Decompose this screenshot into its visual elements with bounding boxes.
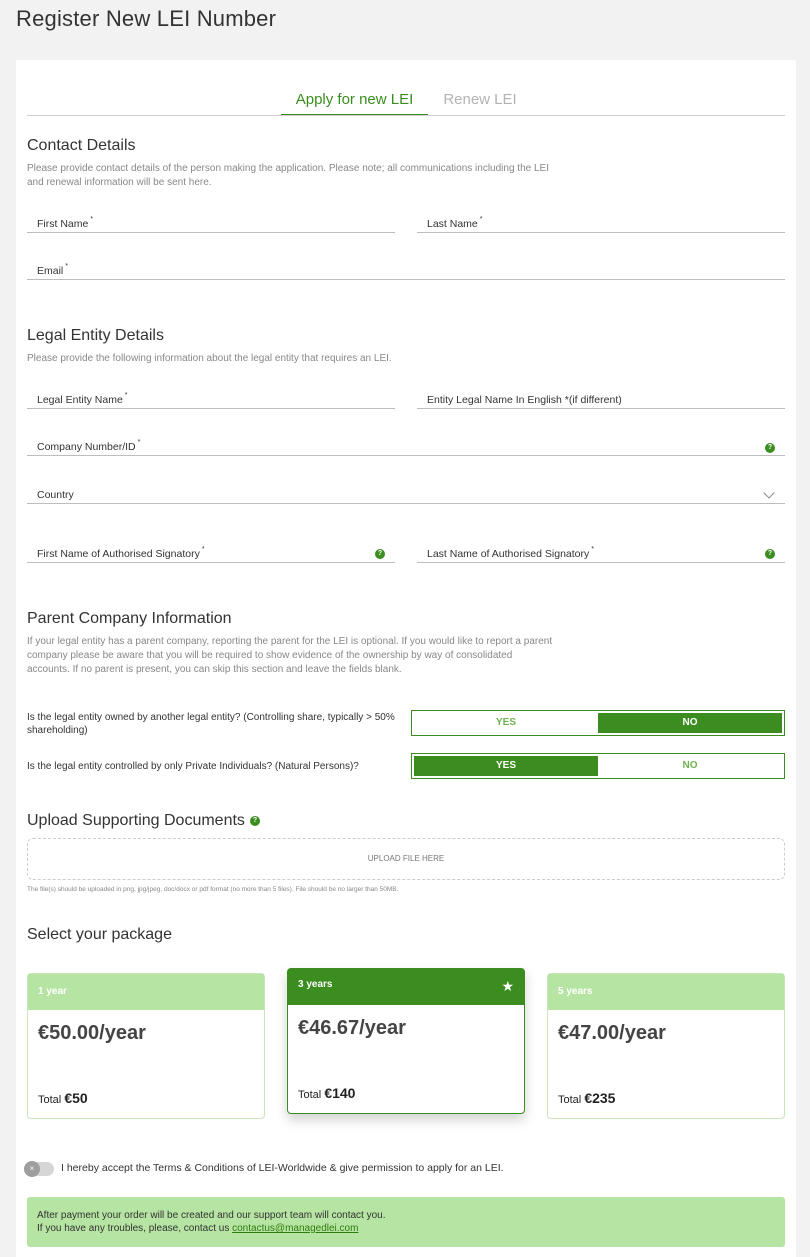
country-label: Country — [37, 489, 74, 501]
email-input[interactable] — [27, 258, 785, 279]
page-title: Register New LEI Number — [16, 6, 277, 31]
last-name-field[interactable] — [417, 211, 785, 233]
package-total: Total €50 — [38, 1090, 88, 1106]
parent-company-description: If your legal entity has a parent company, reporting the parent for the LEI is optional. If you would like to report a parent company please be aware that you will be required to show evidence of the ownership by way of consolidated accounts. If no parent is present, you can skip this section and leave the fields blank. — [27, 636, 553, 675]
package-duration: 3 years ★ — [288, 969, 524, 1005]
payment-notice — [27, 1197, 785, 1247]
package-card-1-year[interactable] — [27, 973, 265, 1119]
company-number-help-icon[interactable]: ? — [765, 443, 775, 453]
package-price: €47.00/year — [558, 1022, 666, 1044]
contact-details-description: Please provide contact details of the person making the application. Please note; all communications including the LEI and renewal information will be sent here. — [27, 163, 549, 188]
signatory-last-name-field[interactable] — [417, 541, 785, 563]
package-card-5-years[interactable] — [547, 973, 785, 1119]
upload-file-dropzone[interactable]: UPLOAD FILE HERE — [27, 838, 785, 880]
package-total: Total €140 — [298, 1085, 356, 1101]
upload-documents-title: Upload Supporting Documents — [27, 812, 245, 829]
country-select[interactable] — [27, 482, 785, 504]
legal-entity-title: Legal Entity Details — [27, 327, 164, 344]
chevron-down-icon — [763, 487, 774, 498]
private-individuals-question: Is the legal entity controlled by only Private Individuals? (Natural Persons)? — [27, 761, 359, 772]
private-individuals-no-option[interactable]: NO — [682, 760, 698, 771]
company-number-label: Company Number/ID * — [37, 439, 141, 453]
legal-entity-name-input[interactable] — [27, 387, 395, 408]
company-number-field[interactable] — [27, 434, 785, 456]
signatory-last-name-help-icon[interactable]: ? — [765, 549, 775, 559]
notice-line-1: After payment your order will be created and our support team will contact you. — [37, 1210, 386, 1221]
tabs-divider — [27, 115, 785, 116]
contact-email-link[interactable]: contactus@managedlei.com — [232, 1223, 359, 1234]
company-number-input[interactable] — [27, 434, 785, 455]
last-name-label: Last Name * — [427, 216, 483, 230]
terms-label: I hereby accept the Terms & Conditions of LEI-Worldwide & give permission to apply for an LEI. — [61, 1162, 504, 1174]
first-name-field[interactable] — [27, 211, 395, 233]
terms-accept-toggle[interactable] — [24, 1162, 54, 1176]
private-individuals-yes-option[interactable]: YES — [414, 756, 598, 776]
owned-by-entity-toggle[interactable] — [411, 710, 785, 736]
legal-entity-name-label: Legal Entity Name * — [37, 392, 128, 406]
registration-form — [16, 60, 796, 1257]
first-name-label: First Name * — [37, 216, 94, 230]
tab-renew-lei[interactable]: Renew LEI — [443, 91, 517, 108]
email-field[interactable] — [27, 258, 785, 280]
signatory-first-name-input[interactable] — [27, 541, 395, 562]
package-price: €46.67/year — [298, 1017, 406, 1039]
parent-company-title: Parent Company Information — [27, 610, 232, 627]
legal-entity-description: Please provide the following information about the legal entity that requires an LEI. — [27, 353, 392, 364]
entity-legal-name-english-field[interactable] — [417, 387, 785, 409]
select-package-title: Select your package — [27, 926, 172, 943]
upload-help-icon[interactable]: ? — [250, 816, 260, 826]
signatory-first-name-field[interactable] — [27, 541, 395, 563]
package-duration: 1 year — [28, 974, 264, 1010]
entity-legal-name-english-label: Entity Legal Name In English *(if different) — [427, 394, 622, 406]
owned-by-entity-yes-option[interactable]: YES — [495, 717, 516, 728]
contact-details-title: Contact Details — [27, 137, 136, 154]
owned-by-entity-no-option[interactable]: NO — [598, 713, 782, 733]
star-icon: ★ — [501, 978, 514, 994]
signatory-first-name-label: First Name of Authorised Signatory * — [37, 546, 205, 560]
legal-entity-name-field[interactable] — [27, 387, 395, 409]
notice-line-2: If you have any troubles, please, contact us contactus@managedlei.com — [37, 1223, 359, 1234]
owned-by-entity-question: Is the legal entity owned by another legal entity? (Controlling share, typically > 50% shareholding) — [27, 712, 395, 736]
first-name-input[interactable] — [27, 211, 395, 232]
signatory-last-name-label: Last Name of Authorised Signatory * — [427, 546, 594, 560]
upload-file-note: The file(s) should be uploaded in png, jpg/jpeg, doc/docx or pdf format (no more than 5 files). File should be no larger than 50MB. — [27, 886, 399, 893]
tab-apply-new-lei[interactable]: Apply for new LEI — [281, 90, 428, 116]
email-label: Email * — [37, 263, 68, 277]
package-card-3-years[interactable] — [287, 968, 525, 1114]
signatory-last-name-input[interactable] — [417, 541, 785, 562]
last-name-input[interactable] — [417, 211, 785, 232]
package-total: Total €235 — [558, 1090, 616, 1106]
entity-legal-name-english-input[interactable] — [417, 387, 785, 408]
package-price: €50.00/year — [38, 1022, 146, 1044]
package-duration: 5 years — [548, 974, 784, 1010]
private-individuals-toggle[interactable] — [411, 753, 785, 779]
signatory-first-name-help-icon[interactable]: ? — [375, 549, 385, 559]
close-icon: × — [24, 1161, 40, 1177]
